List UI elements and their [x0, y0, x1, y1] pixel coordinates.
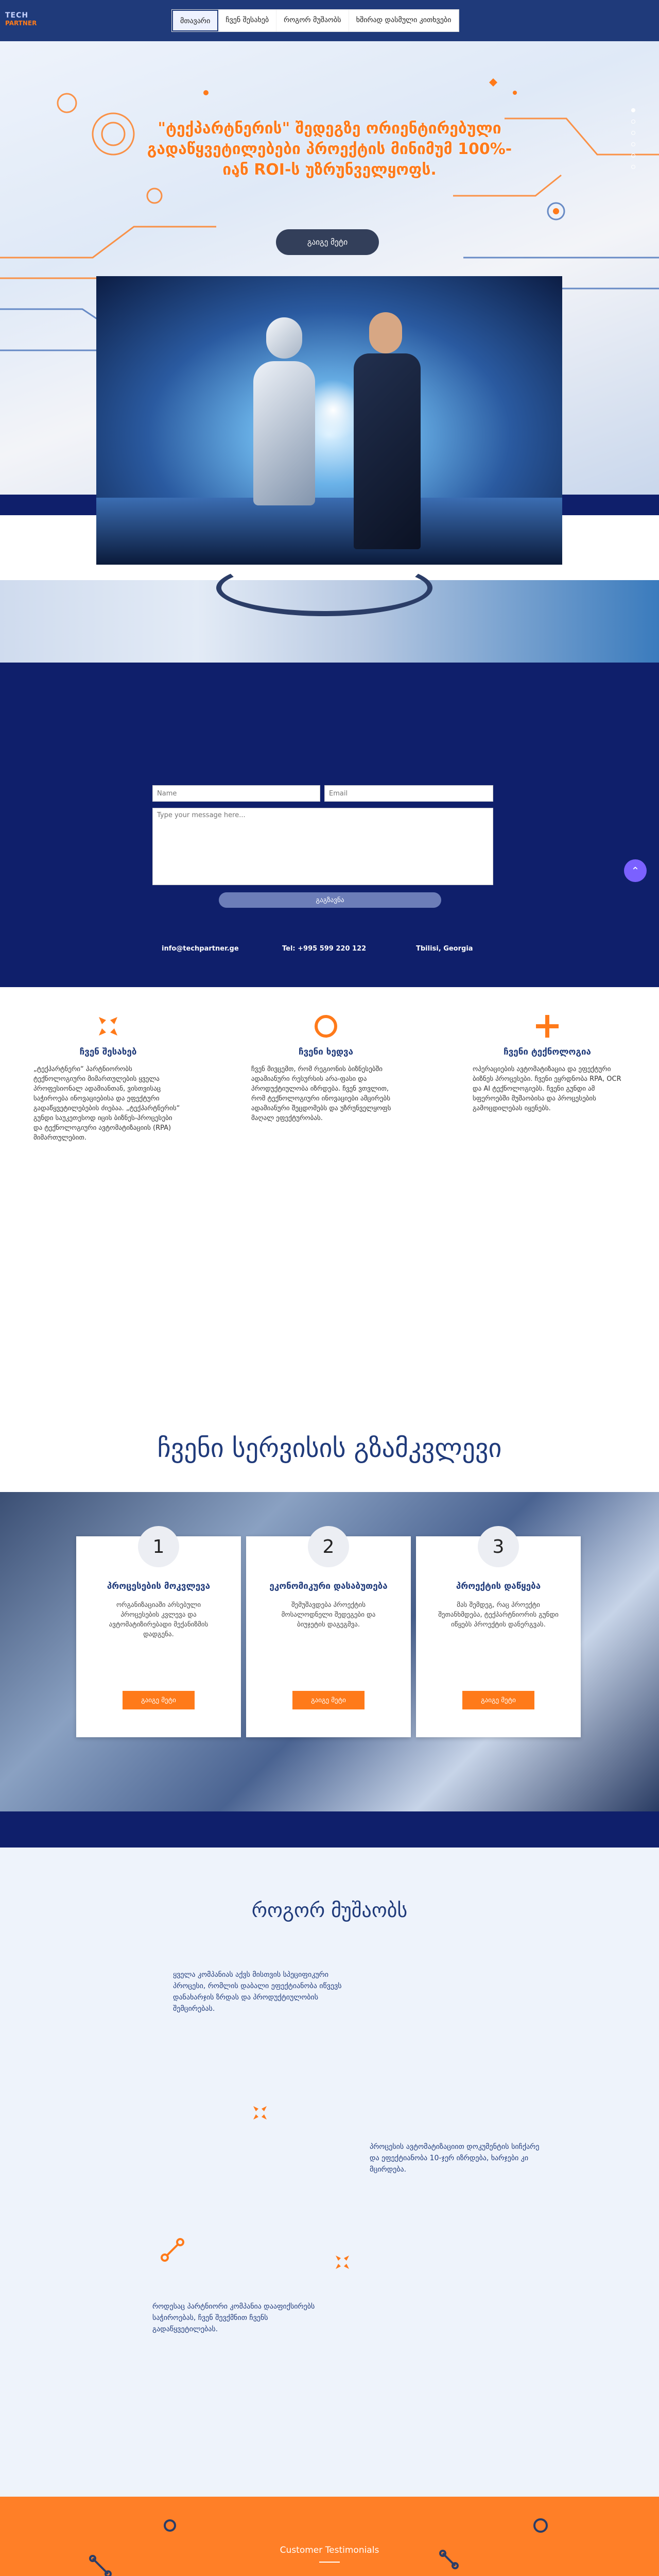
card-text: შემუშავდება პროექტის მოსალოდნელი შედეგები და ბიუჯეტის დაგეგმვა.: [281, 1601, 376, 1629]
ring-icon: [251, 1011, 401, 1042]
name-input[interactable]: [152, 785, 320, 802]
feature-text: ოპერაციების ავტომატიზაცია და ეფექტური ბიზნეს პროცესები. ჩვენი ეყრდნობა RPA, OCR და AI ტექნოლოგიებს. ჩვენი გუნდი ამ სფეროებში მუშაობისა და პროცესების გამოცდილებას იყენებს.: [473, 1065, 621, 1112]
advantage-card-3: [416, 1536, 581, 1737]
logo-line1: TECH: [5, 11, 29, 20]
x-cross-icon: [252, 2105, 268, 2121]
card-title: პროექტის დაწყება: [456, 1581, 541, 1591]
slider-dot[interactable]: [631, 154, 635, 158]
site-header: [0, 0, 659, 41]
robot-figure: [253, 361, 315, 505]
how-step-3: როდესაც პარტნიორი კომპანია დააფიქსირებს საჭიროებას, ჩვენ შევქმნით ჩვენს გადაწყვეტილებას.: [152, 2302, 315, 2333]
advantage-card-1: [76, 1536, 241, 1737]
message-textarea[interactable]: [152, 808, 493, 885]
hero-title: "ტექპარტნერის" შედეგზე ორიენტირებული გადაწყვეტილებები პროექტის მინიმუმ 100%-იან ROI-ს უზრუნველყოფს.: [147, 120, 512, 179]
card-title: ეკონომიკური დასაბუთება: [269, 1581, 388, 1591]
slider-dots: [631, 108, 636, 176]
businessman-figure: [354, 353, 421, 549]
feature-title: ჩვენი ტექნოლოგია: [504, 1047, 591, 1057]
link-node-icon: [160, 2237, 185, 2263]
contact-city: Tbilisi, Georgia: [416, 945, 473, 953]
hero-robot-handshake-image: [96, 276, 562, 565]
card-text: მას შემდეგ, რაც პროექტი შეთანხმდება, ტექპარტნიორის გუნდი იწყებს პროექტის დანერგვას.: [438, 1601, 559, 1629]
decorative-strip: [0, 580, 659, 663]
testimonial-decoration: [0, 2497, 659, 2576]
feature-text: ჩვენ მივცემთ, რომ რეგიონის ბიზნესებში ადამიანური რესურსის არა-ფასი და პროდუქტიულობა იზრდება. ჩვენ ვთვლით, რომ ტექნოლოგიური ინოვაციები ამცირებს ადამიანური შეცდომებს და უზრუნველყოფს მაღალ ეფექტურობას.: [251, 1065, 391, 1122]
x-cross-icon: [33, 1011, 183, 1042]
slider-dot[interactable]: [631, 165, 635, 169]
how-title: როგორ მუშაობს: [251, 1899, 408, 1922]
chat-icon[interactable]: ⌃: [624, 859, 647, 882]
feature-title: ჩვენი ხედვა: [298, 1047, 354, 1057]
advantages-navy-band: [0, 1811, 659, 1848]
contact-phone[interactable]: Tel: +995 599 220 122: [282, 945, 367, 953]
contact-section: [0, 663, 659, 987]
main-nav: [171, 9, 459, 32]
send-button[interactable]: გაგზავნა: [219, 892, 441, 908]
feature-technology: [473, 1011, 622, 1113]
features-section: [0, 987, 659, 1348]
how-step-1: ყველა კომპანიას აქვს მისთვის სპეციფიკური პროცესი, რომლის დაბალი ეფექტიანობა იწვევს დანახარჯის ზრდას და პროდუქტიულობის შემცირებას.: [173, 1971, 342, 2013]
card-number: 3: [478, 1526, 519, 1567]
card-learn-more-button[interactable]: გაიგე მეტი: [292, 1691, 365, 1709]
slider-dot[interactable]: [631, 120, 635, 124]
nav-faq[interactable]: ხშირად დასმული კითხვები: [349, 10, 459, 31]
advantages-title: ჩვენი სერვისის გზამკვლევი: [157, 1433, 502, 1463]
nav-how[interactable]: როგორ მუშაობს: [276, 10, 349, 31]
card-learn-more-button[interactable]: გაიგე მეტი: [123, 1691, 195, 1709]
card-title: პროცესების მოკვლევა: [107, 1581, 211, 1591]
how-it-works-section: [0, 1848, 659, 2497]
email-input[interactable]: [324, 785, 493, 802]
slider-dot[interactable]: [631, 108, 635, 112]
nav-home[interactable]: მთავარი: [172, 10, 218, 31]
how-step-2: პროცესის ავტომატიზაციით დოკუმენტის სიჩქარე და ეფექტიანობა 10-ჯერ იზრდება, ხარჯები კი მცირდება.: [370, 2143, 540, 2174]
feature-vision: [251, 1011, 401, 1123]
card-number: 2: [308, 1526, 349, 1567]
slider-dot[interactable]: [631, 131, 635, 135]
strip-ring: [216, 560, 432, 616]
robot-head: [266, 317, 302, 359]
feature-title: ჩვენ შესახებ: [79, 1047, 137, 1057]
feature-about: [33, 1011, 183, 1143]
contact-email[interactable]: info@techpartner.ge: [162, 945, 239, 953]
image-floor: [96, 498, 562, 565]
advantage-card-2: [246, 1536, 411, 1737]
logo[interactable]: [5, 11, 51, 32]
card-number: 1: [138, 1526, 179, 1567]
hero-learn-more-button[interactable]: გაიგე მეტი: [276, 229, 379, 255]
slider-dot[interactable]: [631, 142, 635, 146]
testimonial-section: [0, 2497, 659, 2576]
testimonial-eyebrow: Customer Testimonials: [280, 2545, 379, 2555]
x-cross-icon: [335, 2255, 350, 2270]
card-text: ორგანიზაციაში არსებული პროცესების კვლევა და ავტომატიზირებადი მექანიზმის დადგენა.: [109, 1601, 209, 1638]
businessman-head: [369, 312, 402, 353]
logo-line2: PARTNER: [5, 20, 37, 27]
nav-about[interactable]: ჩვენ შესახებ: [218, 10, 276, 31]
card-learn-more-button[interactable]: გაიგე მეტი: [462, 1691, 534, 1709]
eyebrow-divider: [319, 2562, 340, 2563]
feature-text: „ტექპარტნერი“ პარტნიორობს ტექნოლოგიური მიმართულების ყველა პროფესიონალ ადამიანთან, ვისთვისაც საჭიროება ინოვაციებისა და ეფექტური გადაწყვეტილებების ძიებაა. „ტექპარტნერის“ გუნდი საუკეთესოდ იცის ბიზნეს-პროცესები და ტექნოლოგიური ავტომატიზაციის (RPA) მიმართულებით.: [33, 1065, 180, 1142]
plus-icon: [473, 1011, 622, 1042]
